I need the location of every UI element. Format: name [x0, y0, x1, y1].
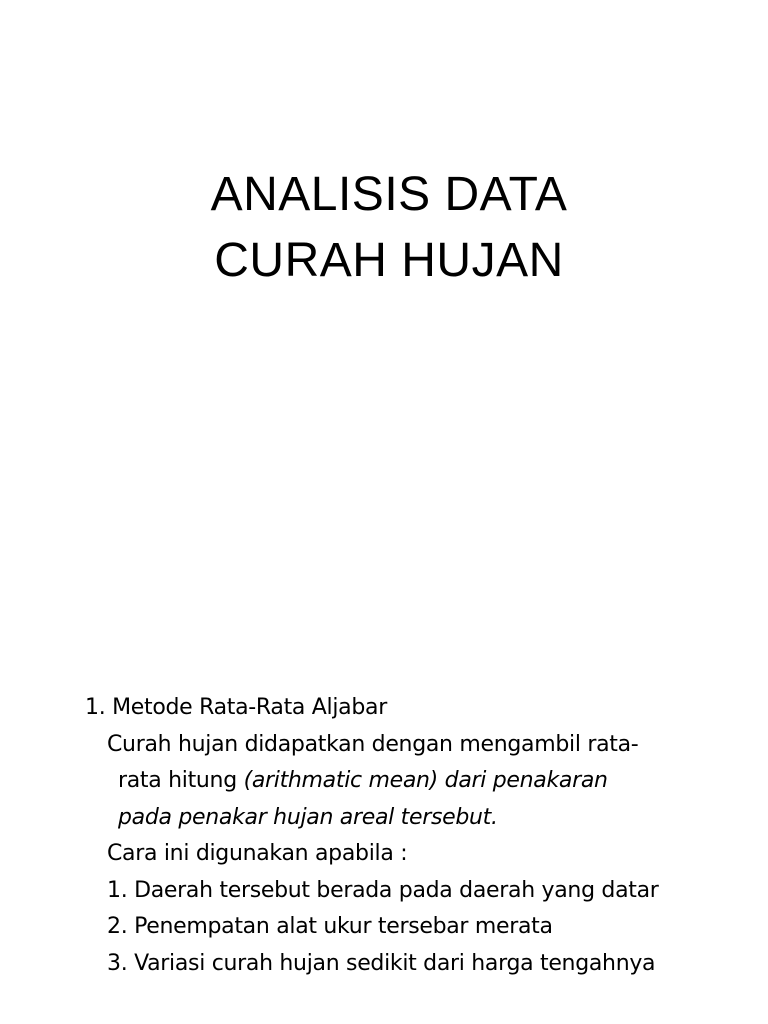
condition-intro: Cara ini digunakan apabila : — [107, 841, 408, 866]
description-line-2-italic: (arithmatic mean) dari penakaran — [243, 768, 608, 793]
title-line-1: ANALISIS DATA — [210, 168, 568, 221]
description-line-1: Curah hujan didapatkan dengan mengambil rata- — [107, 731, 639, 757]
condition-item-3: 3. Variasi curah hujan sedikit dari harga tengahnya — [107, 950, 656, 976]
body-text — [85, 690, 728, 982]
condition-item-2: 2. Penempatan alat ukur tersebar merata — [107, 914, 553, 939]
condition-item-1: 1. Daerah tersebut berada pada daerah yang datar — [107, 877, 659, 903]
description-line-2 — [85, 763, 728, 800]
slide-title — [0, 162, 768, 294]
method-heading: 1. Metode Rata-Rata Aljabar — [85, 695, 387, 720]
description-line-2-plain: rata hitung — [118, 768, 244, 793]
description-line-3: pada penakar hujan areal tersebut. — [118, 804, 498, 830]
title-line-2: CURAH HUJAN — [214, 234, 564, 287]
